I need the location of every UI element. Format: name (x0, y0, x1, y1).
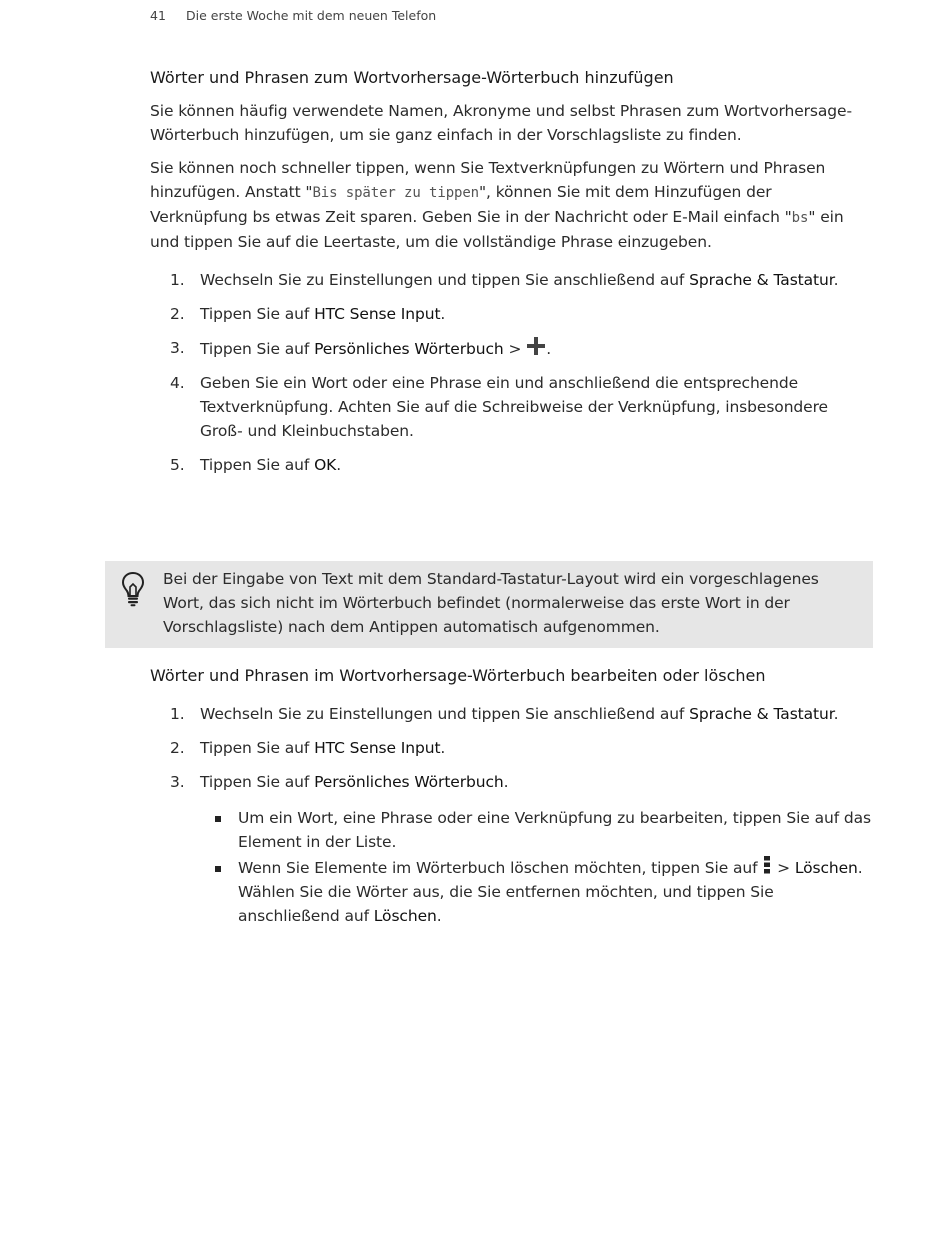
page-content (150, 66, 872, 477)
page-header (150, 8, 436, 23)
steps-add-list (150, 268, 872, 477)
page-number: 41 (150, 8, 166, 23)
step-item: 1. Wechseln Sie zu Einstellungen und tippen Sie anschließend auf Sprache & Tastatur. (170, 705, 839, 723)
bullet-list (150, 806, 872, 928)
menu-more-icon (764, 856, 770, 874)
tip-box (105, 561, 873, 648)
lightbulb-icon (121, 571, 145, 607)
page-content-2 (150, 664, 872, 928)
steps-edit-list (150, 702, 872, 794)
code-example-phrase: Bis später zu tippen (312, 185, 480, 201)
step-item: 2. Tippen Sie auf HTC Sense Input. (170, 305, 446, 323)
step-item: 4. Geben Sie ein Wort oder eine Phrase ein und anschließend die entsprechende Textverknüpfung. Achten Sie auf die Schreibweise der Verknüpfung, insbesondere Groß- und Kleinbuchstaben. (170, 374, 828, 440)
plus-icon (526, 336, 546, 356)
code-example-shortcut: bs (791, 210, 809, 226)
tip-text: Bei der Eingabe von Text mit dem Standard-Tastatur-Layout wird ein vorgeschlagenes Wort, das sich nicht im Wörterbuch befindet (normalerweise das erste Wort in der Vorschlagsliste) nach dem Antippen automatisch aufgenommen. (163, 570, 819, 636)
step-item: 3. Tippen Sie auf Persönliches Wörterbuch. (170, 773, 509, 791)
section-title-add: Wörter und Phrasen zum Wortvorhersage-Wörterbuch hinzufügen (150, 68, 674, 87)
paragraph-intro: Sie können häufig verwendete Namen, Akronyme und selbst Phrasen zum Wortvorhersage-Wörterbuch hinzufügen, um sie ganz einfach in der Vorschlagsliste zu finden. (150, 102, 852, 144)
step-item: 2. Tippen Sie auf HTC Sense Input. (170, 739, 446, 757)
step-item: 5. Tippen Sie auf OK. (170, 456, 342, 474)
step-item: 1. Wechseln Sie zu Einstellungen und tippen Sie anschließend auf Sprache & Tastatur. (170, 271, 839, 289)
bullet-item: Um ein Wort, eine Phrase oder eine Verknüpfung zu bearbeiten, tippen Sie auf das Element in der Liste. (150, 806, 872, 854)
chapter-title: Die erste Woche mit dem neuen Telefon (186, 8, 437, 23)
paragraph-shortcuts: Sie können noch schneller tippen, wenn Sie Textverknüpfungen zu Wörtern und Phrasen hinzufügen. Anstatt "Bis später zu tippen", können Sie mit dem Hinzufügen der Verknüpfung bs etwas Zeit sparen. Geben Sie in der Nachricht oder E-Mail einfach "bs" ein und tippen Sie auf die Leertaste, um die vollständige Phrase einzugeben. (150, 159, 844, 251)
step-item: 3. Tippen Sie auf Persönliches Wörterbuch > . (150, 336, 872, 361)
section-title-edit: Wörter und Phrasen im Wortvorhersage-Wörterbuch bearbeiten oder löschen (150, 666, 766, 685)
bullet-item: Wenn Sie Elemente im Wörterbuch löschen möchten, tippen Sie auf > Löschen. Wählen Sie die Wörter aus, die Sie entfernen möchten, und tippen Sie anschließend auf Löschen. (150, 856, 872, 928)
